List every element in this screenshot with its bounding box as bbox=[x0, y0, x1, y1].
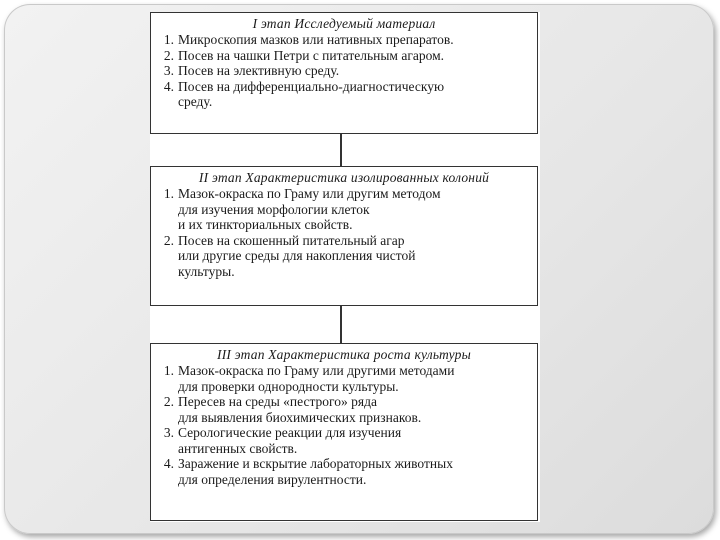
list-item bbox=[151, 48, 533, 64]
item-number: 4. bbox=[163, 456, 174, 471]
stage-1-steps bbox=[151, 32, 537, 110]
connector-line-1-2 bbox=[340, 134, 342, 166]
item-number: 1. bbox=[163, 363, 174, 378]
item-number: 1. bbox=[163, 32, 174, 47]
list-item bbox=[151, 63, 533, 79]
list-item bbox=[151, 186, 533, 233]
stage-3-box bbox=[150, 343, 538, 521]
list-item bbox=[151, 425, 533, 456]
item-text: Мазок-окраска по Граму или другими методами для проверки однородности культуры. bbox=[178, 363, 455, 394]
item-text: Пересев на среды «пестрого» ряда для выявления биохимических признаков. bbox=[178, 394, 422, 425]
list-item bbox=[151, 456, 533, 487]
stage-2-steps bbox=[151, 186, 537, 279]
item-number: 4. bbox=[163, 78, 174, 94]
item-text: Микроскопия мазков или нативных препаратов. bbox=[178, 32, 454, 47]
item-text: Посев на чашки Петри с питательным агаром. bbox=[178, 47, 445, 63]
item-number: 2. bbox=[163, 232, 174, 248]
stage-3-steps bbox=[151, 363, 537, 487]
stage-1-title: І этап Исследуемый материал bbox=[252, 16, 436, 31]
item-text: Серологические реакции для изучения антигенных свойств. bbox=[178, 425, 402, 456]
item-text: Посев на элективную среду. bbox=[178, 63, 340, 78]
item-text: Заражение и вскрытие лабораторных животных для определения вирулентности. bbox=[178, 456, 453, 487]
item-text: Посев на скошенный питательный агар или другие среды для накопления чистой культуры. bbox=[178, 232, 416, 279]
stage-2-box bbox=[150, 166, 538, 306]
list-item bbox=[151, 394, 533, 425]
list-item bbox=[151, 363, 533, 394]
list-item bbox=[151, 32, 533, 48]
connector-line-2-3 bbox=[340, 306, 342, 343]
list-item bbox=[151, 233, 533, 280]
item-text: Посев на дифференциально-диагностическую среду. bbox=[178, 78, 445, 109]
stage-3-title: III этап Характеристика роста культуры bbox=[217, 347, 471, 362]
list-item bbox=[151, 79, 533, 110]
stage-2-title: II этап Характеристика изолированных колоний bbox=[198, 170, 490, 185]
item-text: Мазок-окраска по Граму или другим методом для изучения морфологии клеток и их тинкториальных свойств. bbox=[178, 186, 441, 232]
item-number: 3. bbox=[163, 63, 174, 78]
item-number: 1. bbox=[163, 186, 174, 201]
stage-1-box bbox=[150, 12, 538, 134]
item-number: 2. bbox=[163, 47, 174, 63]
item-number: 3. bbox=[163, 425, 174, 440]
item-number: 2. bbox=[163, 394, 174, 409]
